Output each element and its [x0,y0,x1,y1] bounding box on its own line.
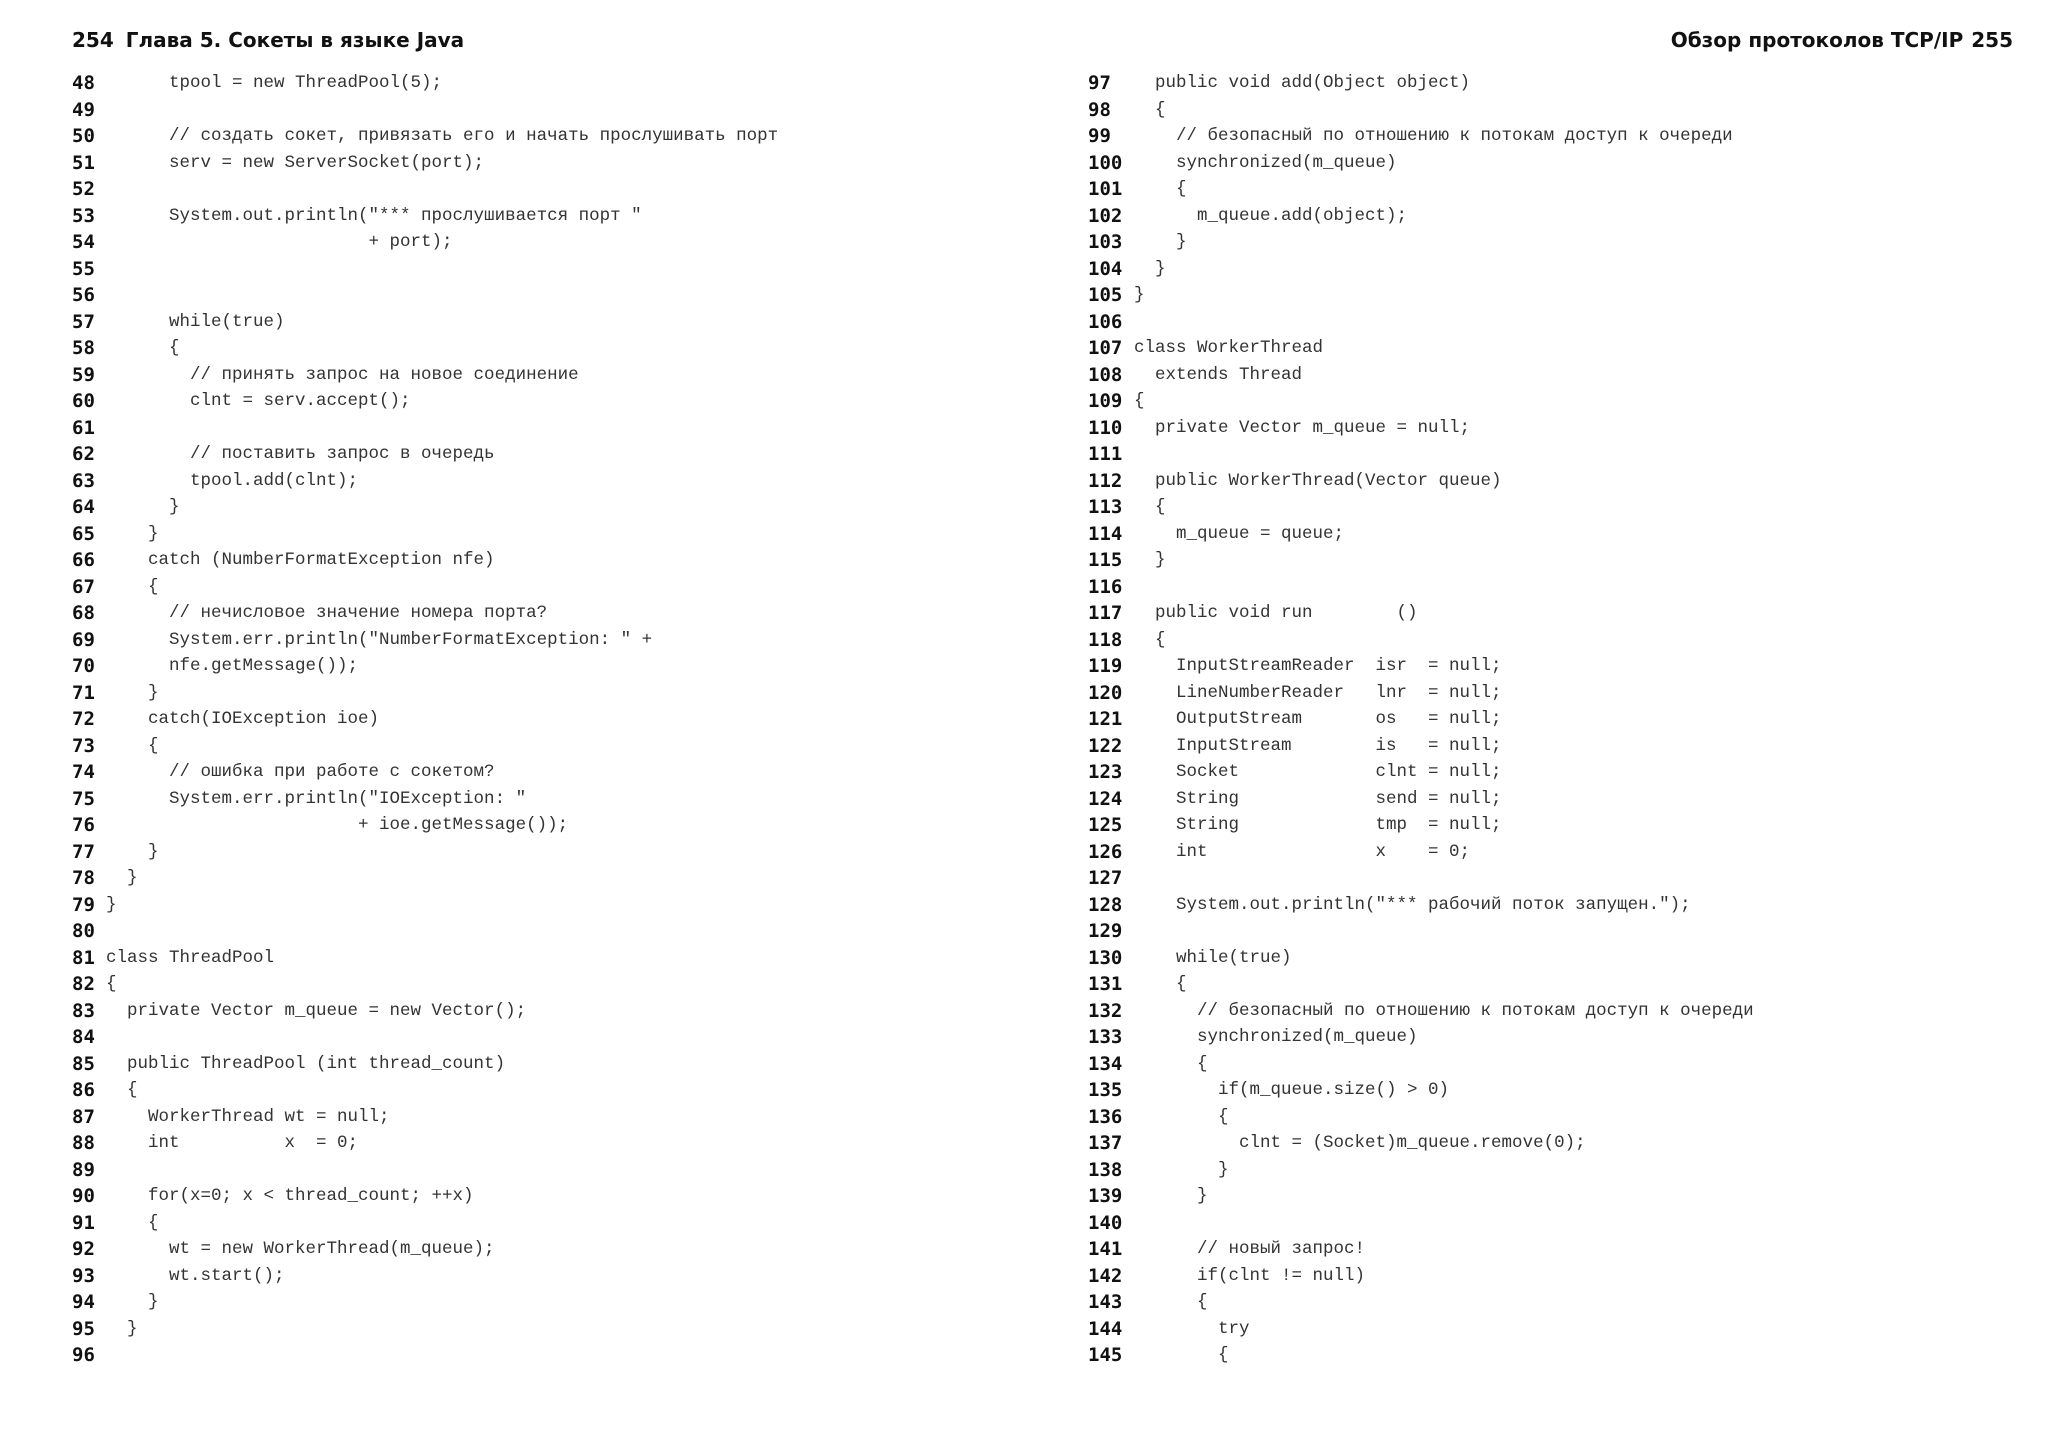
code-line [72,547,778,574]
code-text: serv = new ServerSocket(port); [106,152,485,173]
line-number: 66 [72,549,95,571]
line-number: 90 [72,1185,95,1207]
line-number: 111 [1088,443,1123,465]
line-number: 67 [72,575,95,598]
line-number: 93 [72,1264,95,1287]
line-number: 113 [1088,496,1123,518]
code-line [72,1104,778,1131]
line-number: 121 [1088,708,1123,730]
code-text: { [1134,1292,1208,1312]
line-number: 81 [72,946,95,969]
code-line [72,1183,778,1210]
line-number: 104 [1088,257,1123,280]
code-text: m_queue.add(object); [1134,205,1408,226]
code-text: InputStreamReader isr = null; [1134,656,1502,676]
line-number: 117 [1088,602,1123,624]
line-number: 114 [1088,522,1123,545]
code-line [72,1236,778,1263]
line-number: 140 [1088,1211,1123,1234]
line-number: 125 [1088,814,1123,836]
code-listing-left [72,70,778,1369]
code-line [72,494,778,521]
code-line [1088,574,1754,601]
code-text: synchronized(m_queue) [1134,1027,1418,1047]
line-number: 141 [1088,1238,1123,1260]
code-line [72,309,778,336]
line-number: 97 [1088,72,1111,94]
code-line [72,600,778,627]
line-number: 63 [72,469,95,492]
line-number: 49 [72,98,95,121]
code-line [72,706,778,733]
code-text: OutputStream os = null; [1134,709,1502,729]
code-text: } [106,682,159,703]
code-text: nfe.getMessage()); [106,656,359,676]
code-listing-right [1088,70,1754,1369]
line-number: 48 [72,72,95,94]
line-number: 142 [1088,1264,1123,1287]
line-number: 84 [72,1026,95,1048]
line-number: 62 [72,443,95,465]
line-number: 80 [72,920,95,942]
code-line [1088,335,1754,362]
code-line [72,521,778,548]
line-number: 83 [72,999,95,1022]
line-number: 127 [1088,867,1123,889]
code-text: { [106,735,159,756]
section-title: Обзор протоколов TCP/IP [1670,28,1964,52]
code-line [72,1077,778,1104]
line-number: 106 [1088,310,1123,333]
code-text: { [1134,391,1145,411]
code-line [1088,1077,1754,1104]
code-line [1088,256,1754,283]
line-number: 101 [1088,178,1123,200]
code-line [1088,441,1754,468]
line-number: 73 [72,734,95,757]
page-number: 255 [1971,28,2013,52]
code-line [1088,865,1754,892]
line-number: 70 [72,655,95,677]
code-text: } [1134,550,1166,570]
code-line [1088,176,1754,203]
line-number: 122 [1088,734,1123,757]
code-text: // создать сокет, привязать его и начать прослушивать порт [106,126,779,146]
code-text: } [106,841,159,862]
code-line [1088,1316,1754,1343]
code-line [72,1210,778,1237]
code-text: InputStream is = null; [1134,735,1502,756]
line-number: 96 [72,1344,95,1366]
code-text: if(clnt != null) [1134,1265,1366,1286]
code-line [72,362,778,389]
code-text: if(m_queue.size() > 0) [1134,1080,1450,1100]
line-number: 128 [1088,893,1123,916]
code-line [1088,150,1754,177]
code-line [1088,1024,1754,1051]
code-line [72,574,778,601]
code-line [72,759,778,786]
line-number: 56 [72,284,95,306]
code-text: } [1134,232,1187,252]
code-text: while(true) [106,311,285,332]
line-number: 100 [1088,151,1123,174]
code-text: Socket clnt = null; [1134,762,1502,782]
code-line [1088,521,1754,548]
code-line [72,892,778,919]
code-text: String send = null; [1134,788,1502,809]
code-line [1088,494,1754,521]
code-text: public WorkerThread(Vector queue) [1134,470,1502,491]
code-text: { [106,1212,159,1233]
line-number: 54 [72,231,95,253]
code-line [72,388,778,415]
code-line [1088,733,1754,760]
code-text: { [1134,497,1166,517]
line-number: 143 [1088,1291,1123,1313]
code-text: private Vector m_queue = null; [1134,417,1471,438]
line-number: 50 [72,125,95,147]
code-line [1088,309,1754,336]
line-number: 85 [72,1052,95,1075]
line-number: 89 [72,1158,95,1181]
code-line [72,123,778,150]
code-line [1088,998,1754,1025]
code-text: LineNumberReader lnr = null; [1134,682,1502,703]
line-number: 69 [72,628,95,651]
line-number: 75 [72,787,95,810]
code-text: m_queue = queue; [1134,523,1345,544]
line-number: 91 [72,1211,95,1234]
code-text: String tmp = null; [1134,815,1502,835]
code-line [1088,123,1754,150]
line-number: 129 [1088,920,1123,942]
code-text: extends Thread [1134,364,1303,385]
code-line [1088,759,1754,786]
line-number: 51 [72,151,95,174]
right-page [1024,0,2048,1447]
code-line [72,733,778,760]
code-text: + ioe.getMessage()); [106,815,569,835]
code-text: { [106,1080,138,1100]
line-number: 98 [1088,98,1111,121]
code-text: } [1134,285,1145,305]
line-number: 72 [72,708,95,730]
code-line [72,1157,778,1184]
code-line [1088,547,1754,574]
code-text: tpool.add(clnt); [106,470,359,491]
code-text: class ThreadPool [106,947,275,968]
line-number: 112 [1088,469,1123,492]
code-text: for(x=0; x < thread_count; ++x) [106,1186,474,1206]
code-text: synchronized(m_queue) [1134,152,1397,173]
code-line [72,97,778,124]
code-line [1088,812,1754,839]
code-line [1088,282,1754,309]
code-line [1088,892,1754,919]
code-text: // ошибка при работе с сокетом? [106,762,495,782]
code-text: } [1134,258,1166,279]
line-number: 82 [72,973,95,995]
line-number: 60 [72,390,95,412]
code-line [1088,1289,1754,1316]
chapter-title: Глава 5. Сокеты в языке Java [125,28,465,52]
code-text: // принять запрос на новое соединение [106,364,579,385]
code-line [1088,1157,1754,1184]
code-line [1088,1210,1754,1237]
line-number: 99 [1088,125,1111,147]
code-line [1088,680,1754,707]
line-number: 107 [1088,337,1123,359]
code-line [1088,70,1754,97]
code-text: class WorkerThread [1134,338,1324,358]
line-number: 132 [1088,999,1123,1022]
code-text: clnt = (Socket)m_queue.remove(0); [1134,1133,1586,1153]
line-number: 134 [1088,1052,1123,1075]
page-header-right [1671,28,2013,52]
line-number: 57 [72,310,95,333]
line-number: 88 [72,1132,95,1154]
code-line [72,1342,778,1369]
line-number: 95 [72,1317,95,1340]
line-number: 52 [72,178,95,200]
code-text: catch(IOException ioe) [106,709,380,729]
line-number: 78 [72,867,95,889]
line-number: 131 [1088,973,1123,995]
line-number: 103 [1088,231,1123,253]
code-text: { [1134,1053,1208,1074]
line-number: 105 [1088,284,1123,306]
code-line [1088,97,1754,124]
code-line [72,865,778,892]
code-text: } [106,1292,159,1312]
code-line [72,335,778,362]
code-line [72,468,778,495]
code-line [1088,839,1754,866]
line-number: 136 [1088,1105,1123,1128]
line-number: 139 [1088,1185,1123,1207]
code-line [1088,388,1754,415]
code-line [72,1316,778,1343]
code-line [1088,362,1754,389]
code-line [72,1263,778,1290]
line-number: 61 [72,416,95,439]
code-text: // безопасный по отношению к потокам доступ к очереди [1134,1000,1754,1021]
code-line [72,1024,778,1051]
line-number: 92 [72,1238,95,1260]
code-text: { [1134,99,1166,120]
line-number: 118 [1088,628,1123,651]
line-number: 71 [72,681,95,704]
code-line [1088,918,1754,945]
code-text: } [106,894,117,915]
code-line [72,998,778,1025]
code-line [72,203,778,230]
line-number: 109 [1088,390,1123,412]
code-line [1088,706,1754,733]
code-line [1088,600,1754,627]
code-line [1088,1183,1754,1210]
line-number: 133 [1088,1026,1123,1048]
line-number: 116 [1088,575,1123,598]
code-text: // новый запрос! [1134,1239,1366,1259]
code-line [72,1289,778,1316]
code-line [1088,1342,1754,1369]
line-number: 145 [1088,1344,1123,1366]
code-line [1088,627,1754,654]
code-text: { [106,576,159,597]
code-text: } [106,1318,138,1339]
code-text: } [1134,1186,1208,1206]
code-line [72,627,778,654]
code-text: { [1134,974,1187,994]
code-line [1088,653,1754,680]
code-text: try [1134,1318,1250,1339]
code-line [1088,1104,1754,1131]
code-line [72,786,778,813]
code-line [72,653,778,680]
code-line [72,176,778,203]
code-line [1088,945,1754,972]
code-text: catch (NumberFormatException nfe) [106,550,495,570]
line-number: 144 [1088,1317,1123,1340]
code-line [72,256,778,283]
code-line [1088,1130,1754,1157]
line-number: 137 [1088,1132,1123,1154]
code-text: { [1134,179,1187,199]
code-text: // поставить запрос в очередь [106,444,495,464]
code-text: System.err.println("IOException: " [106,788,527,809]
line-number: 53 [72,204,95,227]
code-text: } [1134,1159,1229,1180]
code-line [72,945,778,972]
line-number: 110 [1088,416,1123,439]
line-number: 124 [1088,787,1123,810]
line-number: 94 [72,1291,95,1313]
code-text: WorkerThread wt = null; [106,1106,390,1127]
code-text: public void run () [1134,603,1418,623]
code-line [1088,203,1754,230]
code-line [1088,1236,1754,1263]
line-number: 135 [1088,1079,1123,1101]
code-line [72,150,778,177]
code-text: public void add(Object object) [1134,73,1471,93]
code-text: { [1134,629,1166,650]
code-text: { [1134,1345,1229,1365]
code-text: System.out.println("*** прослушивается порт " [106,205,642,226]
line-number: 55 [72,257,95,280]
code-line [1088,1263,1754,1290]
line-number: 120 [1088,681,1123,704]
code-line [72,1130,778,1157]
line-number: 138 [1088,1158,1123,1181]
code-text: tpool = new ThreadPool(5); [106,73,443,93]
code-text: + port); [106,232,453,252]
code-text: // нечисловое значение номера порта? [106,603,548,623]
line-number: 87 [72,1105,95,1128]
page-number: 254 [72,28,114,52]
code-text: wt = new WorkerThread(m_queue); [106,1239,495,1259]
line-number: 74 [72,761,95,783]
line-number: 115 [1088,549,1123,571]
code-text: while(true) [1134,947,1292,968]
code-text: clnt = serv.accept(); [106,391,411,411]
code-text: System.out.println("*** рабочий поток запущен."); [1134,894,1691,915]
code-text: int x = 0; [106,1133,359,1153]
line-number: 86 [72,1079,95,1101]
code-text: int x = 0; [1134,841,1471,862]
code-line [72,229,778,256]
code-line [72,70,778,97]
line-number: 130 [1088,946,1123,969]
line-number: 64 [72,496,95,518]
code-line [72,971,778,998]
code-text: public ThreadPool (int thread_count) [106,1053,506,1074]
code-line [1088,786,1754,813]
code-line [72,282,778,309]
code-text: System.err.println("NumberFormatException: " + [106,629,653,650]
code-text: { [1134,1106,1229,1127]
code-line [72,441,778,468]
line-number: 68 [72,602,95,624]
code-text: { [106,974,117,994]
line-number: 126 [1088,840,1123,863]
code-line [1088,971,1754,998]
code-text: // безопасный по отношению к потокам доступ к очереди [1134,126,1733,146]
line-number: 77 [72,840,95,863]
page-header-left [72,28,464,52]
code-text: { [106,338,180,358]
code-line [72,839,778,866]
line-number: 102 [1088,204,1123,227]
code-line [1088,468,1754,495]
code-text: private Vector m_queue = new Vector(); [106,1000,527,1021]
line-number: 65 [72,522,95,545]
code-line [1088,1051,1754,1078]
code-text: wt.start(); [106,1265,285,1286]
line-number: 76 [72,814,95,836]
code-line [72,415,778,442]
code-text: } [106,497,180,517]
line-number: 79 [72,893,95,916]
code-line [72,918,778,945]
code-line [1088,415,1754,442]
code-line [72,1051,778,1078]
line-number: 58 [72,337,95,359]
code-text: } [106,868,138,888]
code-text: } [106,523,159,544]
code-line [72,812,778,839]
line-number: 59 [72,363,95,386]
line-number: 123 [1088,761,1123,783]
line-number: 108 [1088,363,1123,386]
code-line [1088,229,1754,256]
code-line [72,680,778,707]
line-number: 119 [1088,655,1123,677]
